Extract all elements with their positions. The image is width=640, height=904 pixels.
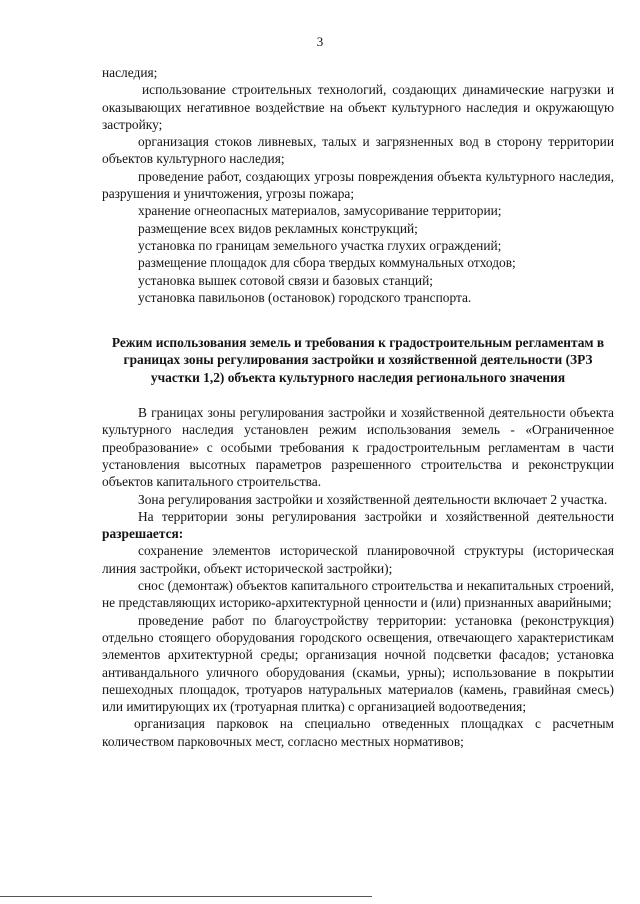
list-item: размещение всех видов рекламных конструкций; xyxy=(138,220,418,236)
list-item: установка павильонов (остановок) городского транспорта. xyxy=(138,289,472,305)
list-item: хранение огнеопасных материалов, замусоривание территории; xyxy=(138,203,502,219)
list-item: проведение работ, создающих угрозы повреждения объекта культурного наследия, разрушения и уничтожения, угрозы пожара; xyxy=(102,168,614,202)
list-item: организация парковок на специально отведенных площадках с расчетным количеством парковочных мест, согласно местных нормативов; xyxy=(102,716,614,749)
list-item: размещение площадок для сбора твердых коммунальных отходов; xyxy=(138,255,516,271)
page-number: 3 xyxy=(316,34,324,49)
list-item: установка вышек сотовой связи и базовых станций; xyxy=(138,272,433,288)
permitted-intro xyxy=(102,508,614,543)
list-item: наследия; xyxy=(102,65,158,80)
list-item: проведение работ по благоустройству территории: установка (реконструкция) отдельно стоящего оборудования городского освещения, отвечающего характеристикам элементов архитектурной среды; организация ночной подсветки фасадов; установка антивандального уличного оборудования (скамьи, урны); использование в покрытии пешеходных площадок, тротуаров натуральных материалов (камень, гравийная смесь) или имитирующих их (тротуарная плитка) с организацией водоотведения; xyxy=(102,612,614,715)
paragraph: Зона регулирования застройки и хозяйственной деятельности включает 2 участка. xyxy=(138,491,608,507)
permitted-lead: На территории зоны регулирования застройки и хозяйственной деятельности xyxy=(138,508,614,524)
footer-divider xyxy=(0,896,372,897)
document-body xyxy=(102,64,614,750)
list-item: использование строительных технологий, создающих динамические нагрузки и оказывающих негативное воздействие на объект культурного наследия и окружающую застройку; xyxy=(102,82,614,132)
list-item: организация стоков ливневых, талых и загрязненных вод в сторону территории объектов культурного наследия; xyxy=(102,134,614,167)
permitted-keyword: разрешается: xyxy=(102,526,184,542)
paragraph: В границах зоны регулирования застройки и хозяйственной деятельности объекта культурного наследия установлен режим использования земель - «Ограниченное преобразование» с особыми требования к градостроительным регламентам в части установления высотных параметров разрешенного строительства и реконструкции объектов капитального строительства. xyxy=(102,405,614,490)
list-item: установка по границам земельного участка глухих ограждений; xyxy=(138,237,502,253)
list-item: снос (демонтаж) объектов капитального строительства и некапитальных строений, не представляющих историко-архитектурной ценности и (или) признанных аварийными; xyxy=(102,578,614,611)
list-item: сохранение элементов исторической планировочной структуры (историческая линия застройки, объект исторической застройки); xyxy=(102,543,614,576)
section-heading: Режим использования земель и требования к градостроительным регламентам в границах зоны регулирования застройки и хозяйственной деятельности (ЗРЗ участки 1,2) объекта культурного наследия регионального значения xyxy=(111,335,605,385)
